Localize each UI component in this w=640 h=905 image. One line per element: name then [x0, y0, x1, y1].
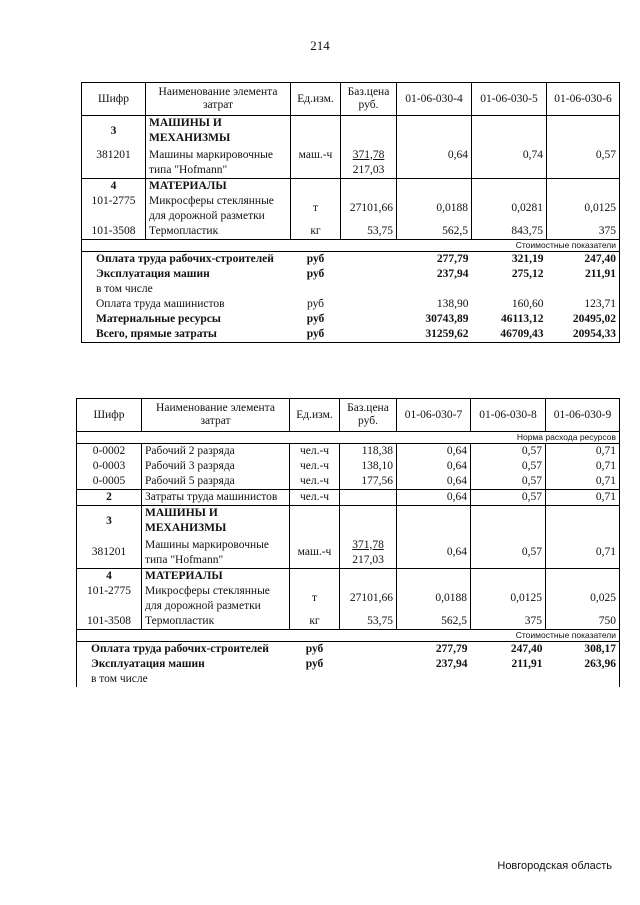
name-cell: Машины маркировочные типа "Hofmann": [142, 538, 290, 569]
value-cell: 562,5: [397, 614, 471, 630]
unit-cell: кг: [290, 614, 340, 630]
table-row: [77, 444, 620, 460]
cost-name: Материальные ресурсы: [82, 312, 291, 327]
cost-name-cell: [77, 657, 290, 687]
value-cell: 0,64: [397, 538, 471, 569]
cost-value: 247,40: [547, 251, 620, 267]
header-cell: 01-06-030-8: [471, 399, 546, 432]
price-cell: 27101,66: [340, 584, 397, 614]
price-cell: 118,38: [340, 444, 397, 460]
price-cell: 138,10: [340, 459, 397, 474]
value-cell: 0,71: [546, 474, 620, 490]
code-cell: 101-3508: [77, 614, 142, 630]
section-row: [82, 178, 620, 194]
cost-value: 160,60: [511, 297, 544, 310]
table-row: [82, 194, 620, 224]
code-cell: 0-0005: [77, 474, 142, 490]
cost-unit: руб: [306, 297, 325, 310]
value-cell: 0,71: [546, 538, 620, 569]
code-cell: 101-2775: [82, 194, 146, 224]
code-cell: 2: [77, 490, 142, 506]
section-row: [82, 116, 620, 148]
value-cell: 0,64: [397, 474, 471, 490]
section-number: 4: [77, 568, 142, 584]
cost-name: Оплата труда рабочих-строителей: [82, 251, 291, 267]
section-row: [77, 568, 620, 584]
value-cell: 0,64: [397, 444, 471, 460]
section-title: МАТЕРИАЛЫ: [146, 178, 291, 194]
value-cell: 0,71: [546, 444, 620, 460]
cost-name: Оплата труда машинистов: [82, 297, 291, 312]
value-cell: 0,57: [547, 148, 620, 179]
cost-row: [77, 657, 620, 687]
cost-unit: руб: [305, 642, 324, 655]
value-cell: 375: [547, 224, 620, 240]
price-value: 371,78: [352, 538, 384, 551]
page-number: 214: [310, 38, 330, 53]
value-cell: 0,0188: [397, 584, 471, 614]
cost-value: 46709,43: [472, 327, 547, 343]
code-cell: 101-2775: [77, 584, 142, 614]
section-number: 3: [82, 116, 146, 148]
price-cell: 177,56: [340, 474, 397, 490]
value-cell: 0,71: [546, 459, 620, 474]
header-cell: 01-06-030-9: [546, 399, 620, 432]
unit-cell: чел.-ч: [290, 459, 340, 474]
header-cell: Баз.цена руб.: [340, 399, 397, 432]
code-cell: 0-0003: [77, 459, 142, 474]
name-cell: Рабочий 2 разряда: [142, 444, 290, 460]
price-value: 217,03: [352, 553, 384, 566]
cost-row: [82, 297, 620, 312]
code-cell: 381201: [82, 148, 146, 179]
header-cell: Наименование элемента затрат: [146, 83, 291, 116]
cost-value: 138,90: [436, 297, 469, 310]
cost-value: 275,12: [511, 267, 544, 280]
section-title: МАШИНЫ И МЕХАНИЗМЫ: [146, 116, 291, 148]
cost-value: 211,91: [511, 657, 543, 670]
table-row: [77, 584, 620, 614]
code-cell: 101-3508: [82, 224, 146, 240]
header-cell: 01-06-030-4: [397, 83, 472, 116]
unit-cell: т: [290, 584, 340, 614]
value-cell: 0,0125: [471, 584, 546, 614]
unit-cell: маш.-ч: [291, 148, 341, 179]
cost-value: 277,79: [436, 252, 469, 265]
cost-unit: руб: [291, 327, 341, 343]
value-cell: 562,5: [397, 224, 472, 240]
value-cell: 0,57: [471, 490, 546, 506]
value-cell: 750: [546, 614, 620, 630]
footer-region: Новгородская область: [497, 860, 612, 872]
cost-value: 237,94: [436, 267, 469, 280]
unit-cell: чел.-ч: [290, 444, 340, 460]
value-cell: 0,64: [397, 459, 471, 474]
header-cell: Наименование элемента затрат: [142, 399, 290, 432]
price-cell: 27101,66: [341, 194, 397, 224]
price-value: 371,78: [352, 148, 385, 161]
resource-table-2: [76, 398, 620, 687]
cost-value: 277,79: [435, 642, 468, 655]
table-row: [77, 474, 620, 490]
table-row: [82, 148, 620, 179]
table-row: [77, 459, 620, 474]
section-title: МАТЕРИАЛЫ: [142, 568, 290, 584]
cost-value: 247,40: [510, 642, 543, 655]
cost-subnote: в том числе: [91, 672, 148, 685]
value-cell: 0,64: [397, 490, 471, 506]
unit-cell: чел.-ч: [290, 490, 340, 506]
code-cell: 0-0002: [77, 444, 142, 460]
unit-cell: чел.-ч: [290, 474, 340, 490]
name-cell: Термопластик: [142, 614, 290, 630]
norm-divider: [77, 432, 620, 444]
section-row: [77, 506, 620, 538]
value-cell: 0,74: [472, 148, 547, 179]
name-cell: Рабочий 5 разряда: [142, 474, 290, 490]
cost-name: Оплата труда рабочих-строителей: [77, 641, 290, 657]
unit-cell: т: [291, 194, 341, 224]
cost-unit: руб: [305, 657, 324, 670]
code-cell: 381201: [77, 538, 142, 569]
value-cell: 0,025: [546, 584, 620, 614]
value-cell: 0,0188: [397, 194, 472, 224]
value-cell: 0,57: [471, 538, 546, 569]
cost-row: [82, 312, 620, 327]
price-cell: [340, 538, 397, 569]
cost-unit: руб: [306, 252, 325, 265]
table-row: [77, 614, 620, 630]
cost-value: 20954,33: [547, 327, 620, 343]
section-title: МАШИНЫ И МЕХАНИЗМЫ: [142, 506, 290, 538]
unit-cell: кг: [291, 224, 341, 240]
cost-indicators-divider: [77, 629, 620, 641]
header-cell: Баз.цена руб.: [341, 83, 397, 116]
header-cell: Ед.изм.: [291, 83, 341, 116]
cost-value: 263,96: [546, 657, 620, 687]
value-cell: 0,57: [471, 474, 546, 490]
cost-value: 237,94: [435, 657, 468, 670]
cost-name: Эксплуатация машин: [91, 657, 205, 670]
name-cell: Затраты труда машинистов: [142, 490, 290, 506]
value-cell: 0,0281: [472, 194, 547, 224]
table-header: [77, 399, 620, 432]
cost-unit: руб: [306, 312, 325, 325]
cost-name: Эксплуатация машин: [96, 267, 210, 280]
cost-value: 46113,12: [501, 312, 544, 325]
name-cell: Рабочий 3 разряда: [142, 459, 290, 474]
name-cell: Машины маркировочные типа "Hofmann": [146, 148, 291, 179]
cost-value: 308,17: [546, 641, 620, 657]
cost-value: 211,91: [547, 267, 620, 297]
value-cell: 375: [471, 614, 546, 630]
section-number: 3: [77, 506, 142, 538]
value-cell: 0,64: [397, 148, 472, 179]
header-cell: 01-06-030-5: [472, 83, 547, 116]
table-header: [82, 83, 620, 116]
cost-row: [82, 267, 620, 297]
resource-table-1: [81, 82, 620, 343]
value-cell: 0,57: [471, 444, 546, 460]
table-row: [77, 490, 620, 506]
price-cell: [341, 148, 397, 179]
cost-value: 31259,62: [397, 327, 472, 343]
table-row: [77, 538, 620, 569]
price-cell: 53,75: [340, 614, 397, 630]
unit-cell: маш.-ч: [290, 538, 340, 569]
name-cell: Микросферы стеклянные для дорожной разметки: [142, 584, 290, 614]
value-cell: 843,75: [472, 224, 547, 240]
header-cell: Шифр: [77, 399, 142, 432]
name-cell: Микросферы стеклянные для дорожной разметки: [146, 194, 291, 224]
header-cell: Ед.изм.: [290, 399, 340, 432]
value-cell: 0,0125: [547, 194, 620, 224]
cost-value: 321,19: [511, 252, 544, 265]
cost-name: Всего, прямые затраты: [82, 327, 291, 343]
cost-value: 30743,89: [425, 312, 469, 325]
cost-indicators-divider: [82, 239, 620, 251]
header-cell: Шифр: [82, 83, 146, 116]
section-number: 4: [82, 178, 146, 194]
table-row: [82, 224, 620, 240]
price-cell: 53,75: [341, 224, 397, 240]
header-cell: 01-06-030-7: [397, 399, 471, 432]
cost-subnote: в том числе: [96, 282, 153, 295]
value-cell: 0,71: [546, 490, 620, 506]
value-cell: 0,57: [471, 459, 546, 474]
norm-label: Норма расхода ресурсов: [77, 432, 620, 444]
cost-value: 20495,02: [547, 312, 620, 327]
cost-value: 123,71: [547, 297, 620, 312]
cost-indicators-label: Стоимостные показатели: [82, 239, 620, 251]
header-cell: 01-06-030-6: [547, 83, 620, 116]
cost-row: [77, 641, 620, 657]
cost-unit: руб: [306, 267, 325, 280]
price-value: 217,03: [352, 163, 385, 176]
cost-indicators-label: Стоимостные показатели: [77, 629, 620, 641]
cost-row: [82, 251, 620, 267]
cost-name-cell: [82, 267, 291, 297]
cost-row: [82, 327, 620, 343]
name-cell: Термопластик: [146, 224, 291, 240]
